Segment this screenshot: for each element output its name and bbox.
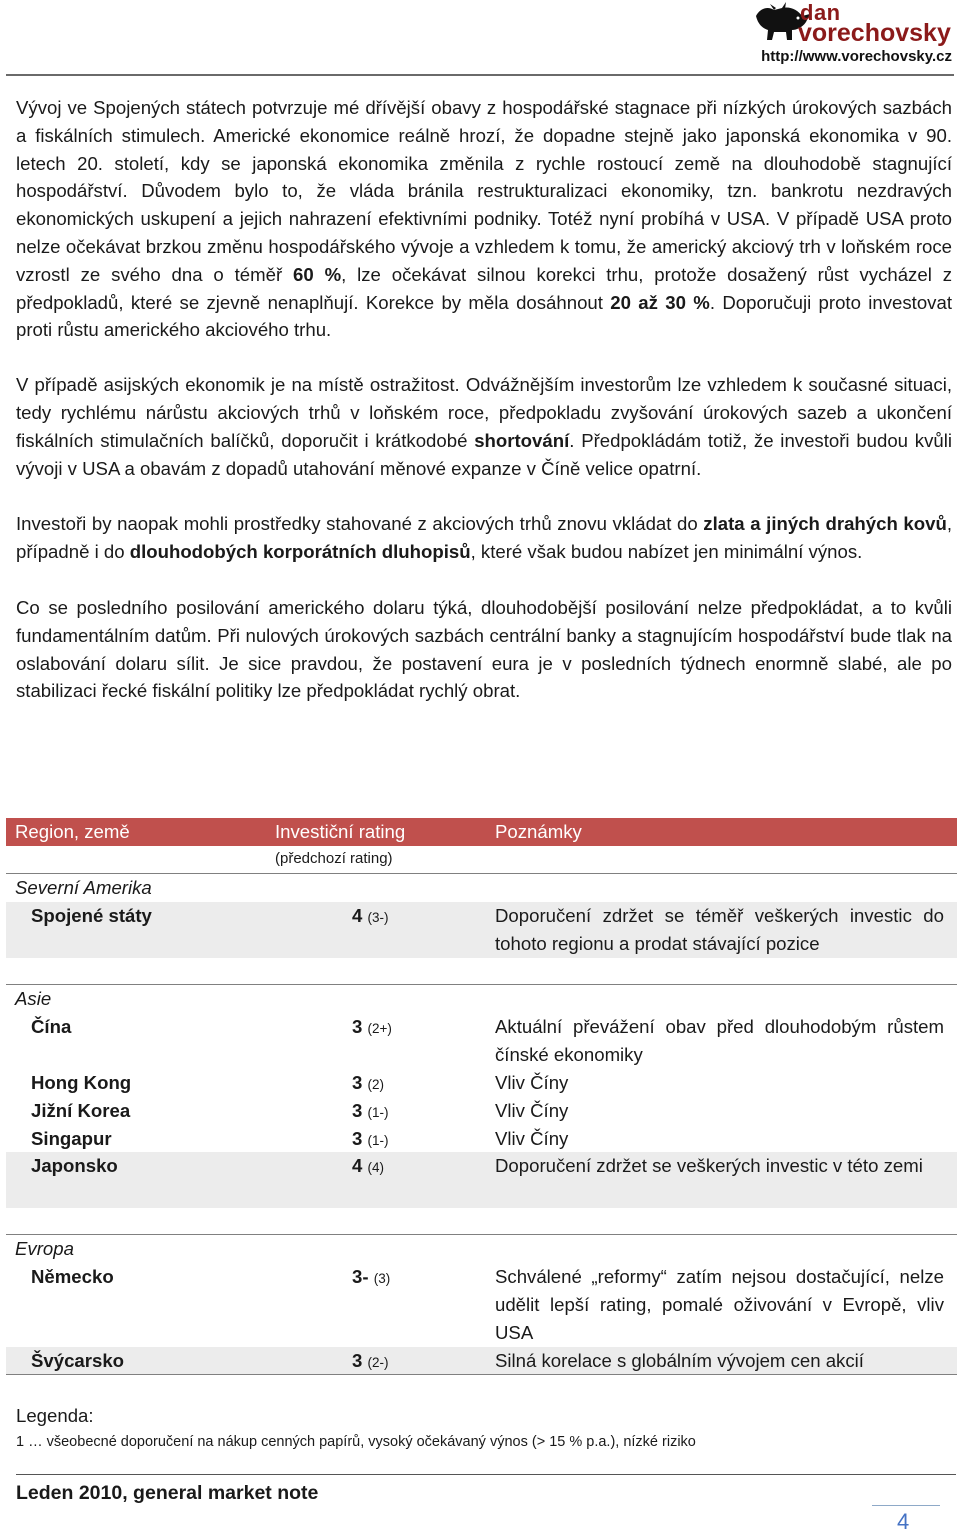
rating-value: 4 (3-) [352, 905, 389, 926]
legend-line: 1 … všeobecné doporučení na nákup cenných papírů, vysoký očekávaný výnos (> 15 % p.a.), nízké riziko [16, 1434, 696, 1450]
text-run: Investoři by naopak mohli prostředky stahované z akciových trhů znovu vkládat do [16, 513, 704, 535]
country-name: Hong Kong [31, 1072, 132, 1093]
brand-name-line1: dan [800, 0, 841, 25]
text-run: , které však budou nabízet jen minimální výnos. [470, 541, 863, 563]
rating-note: Aktuální převážení obav před dlouhodobým růstem čínské ekonomiky [495, 1016, 944, 1065]
section-label: Asie [15, 988, 52, 1009]
highlight-60-percent: 60 % [293, 263, 342, 285]
brand-logo[interactable] [752, 2, 952, 52]
section-europe [6, 1235, 957, 1375]
rating-note: Doporučení zdržet se veškerých investic v této zemi [495, 1155, 923, 1177]
country-name: Švýcarsko [31, 1350, 125, 1372]
rating-value: 3 (1-) [352, 1099, 389, 1121]
rating-value: 3 (2-) [352, 1350, 389, 1372]
highlight-gold: zlata a jiných drahých kovů [703, 513, 947, 535]
legend [16, 1405, 696, 1450]
table-row [6, 1097, 957, 1125]
rating-value: 3- (3) [352, 1266, 391, 1288]
rating-note: Schválené „reformy“ zatím nejsou dostačující, nelze udělit lepší rating, pomalé oživování v Evropě, vliv USA [495, 1266, 944, 1343]
article-body [16, 94, 952, 733]
text-run: , lze očekávat silnou korekci trhu, protože dosažený růst vycházel z předpokladů, které se zjevně nenaplňují. Korekce by měla dosáhnout [16, 263, 952, 313]
rating-note: Vliv Číny [495, 1099, 569, 1121]
footer-title: Leden 2010, general market note [16, 1482, 319, 1504]
site-url-link[interactable]: http://www.vorechovsky.cz [761, 48, 952, 65]
country-name: Jižní Korea [31, 1099, 131, 1121]
rating-note: Vliv Číny [495, 1127, 569, 1149]
highlight-shorting: shortování [474, 429, 570, 451]
legend-title: Legenda: [16, 1405, 94, 1426]
table-row [6, 1152, 957, 1208]
table-row [6, 1013, 957, 1069]
country-name: Spojené státy [31, 905, 152, 926]
section-north-america [6, 874, 957, 985]
text-run: , případně i do [16, 513, 952, 563]
section-divider [6, 1208, 957, 1235]
rating-value: 3 (2+) [352, 1016, 392, 1037]
rating-value: 3 (1-) [352, 1127, 389, 1149]
footer-divider [16, 1474, 956, 1475]
highlight-bonds: dlouhodobých korporátních dluhopisů [129, 541, 471, 563]
rating-note: Silná korelace s globálním vývojem cen akcií [495, 1350, 864, 1372]
rating-value: 4 (4) [352, 1155, 385, 1177]
country-name: Japonsko [31, 1155, 118, 1177]
brand-name-line2: vorechovsky [798, 19, 951, 47]
highlight-correction: 20 až 30 % [610, 291, 710, 313]
header-region: Region, země [15, 821, 130, 842]
country-name: Čína [31, 1016, 72, 1037]
country-name: Singapur [31, 1127, 112, 1149]
country-name: Německo [31, 1266, 114, 1288]
page-number-rule [872, 1505, 940, 1506]
paragraph-metals [16, 510, 952, 566]
rating-value: 3 (2) [352, 1072, 385, 1093]
header-notes: Poznámky [495, 821, 582, 842]
header-rating: Investiční rating [275, 821, 406, 842]
page-number: 4 [897, 1509, 910, 1534]
previous-rating-note: (předchozí rating) [275, 850, 393, 867]
table-subheader [6, 846, 957, 874]
text-run: . Předpokládám totiž, že investoři budou kvůli vývoji v USA a obavám z dopadů utahování měnové expanze v Číně velice opatrní. [16, 429, 952, 479]
table-row [6, 1263, 957, 1347]
section-divider [6, 958, 957, 985]
rating-table [6, 818, 957, 1375]
paragraph-dollar: Co se posledního posilování amerického dolaru týká, dlouhodobější posilování nelze předpokládat, a to kvůli fundamentálním datům. Při nulových úrokových sazbách centrální banky a stagnujícím hospodářství bude tlak na oslabování dolaru sílit. Je sice pravdou, že postavení eura je v posledních týdnech enormně slabé, ale po stabilizaci řecké fiskální politiky lze předpokládat rychlý obrat. [16, 596, 952, 702]
text-run: . Doporučuji proto investovat proti růstu amerického akciového trhu. [16, 291, 952, 341]
rating-note: Doporučení zdržet se téměř veškerých investic do tohoto regionu a prodat stávající pozice [495, 905, 944, 954]
rating-note: Vliv Číny [495, 1072, 569, 1093]
section-asia [6, 985, 957, 1235]
section-label: Evropa [15, 1238, 74, 1260]
table-row [6, 1347, 957, 1375]
paragraph-asia [16, 371, 952, 482]
section-label: Severní Amerika [15, 877, 152, 898]
page-header [0, 0, 960, 76]
paragraph-usa [16, 94, 952, 344]
text-run: Vývoj ve Spojených státech potvrzuje mé dřívější obavy z hospodářské stagnace při nízkých úrokových sazbách a fiskálních stimulech. Americké ekonomice reálně hrozí, že dopadne stejně jako japonská ekonomika v 90. letech 20. století, kdy se japonská ekonomika změnila z rychle rostoucí země na dlouhodobě stagnující hospodářství. Důvodem bylo to, že vláda bránila restrukturalizaci ekonomiky, tzn. bankrotu nezdravých ekonomických uskupení a jejich nahrazení efektivními podniky. Totéž nyní probíhá v USA. V případě USA proto nelze očekávat brzkou změnu hospodářského vývoje a vzhledem k tomu, že americký akciový trh v loňském roce vzrostl ze svého dna o téměř [16, 97, 952, 285]
table-row [6, 902, 957, 958]
header-divider [6, 74, 954, 76]
table-row [6, 1069, 957, 1097]
table-row [6, 1125, 957, 1153]
text-run: V případě asijských ekonomik je na místě ostražitost. Odvážnějším investorům lze vzhledem k současné situaci, tedy rychlému nárůstu akciových trhů v loňském roce, předpokladu zvyšování úrokových sazeb a ukončení fiskálních stimulačních balíčků, doporučit i krátkodobé [16, 374, 952, 451]
table-header [6, 818, 957, 846]
